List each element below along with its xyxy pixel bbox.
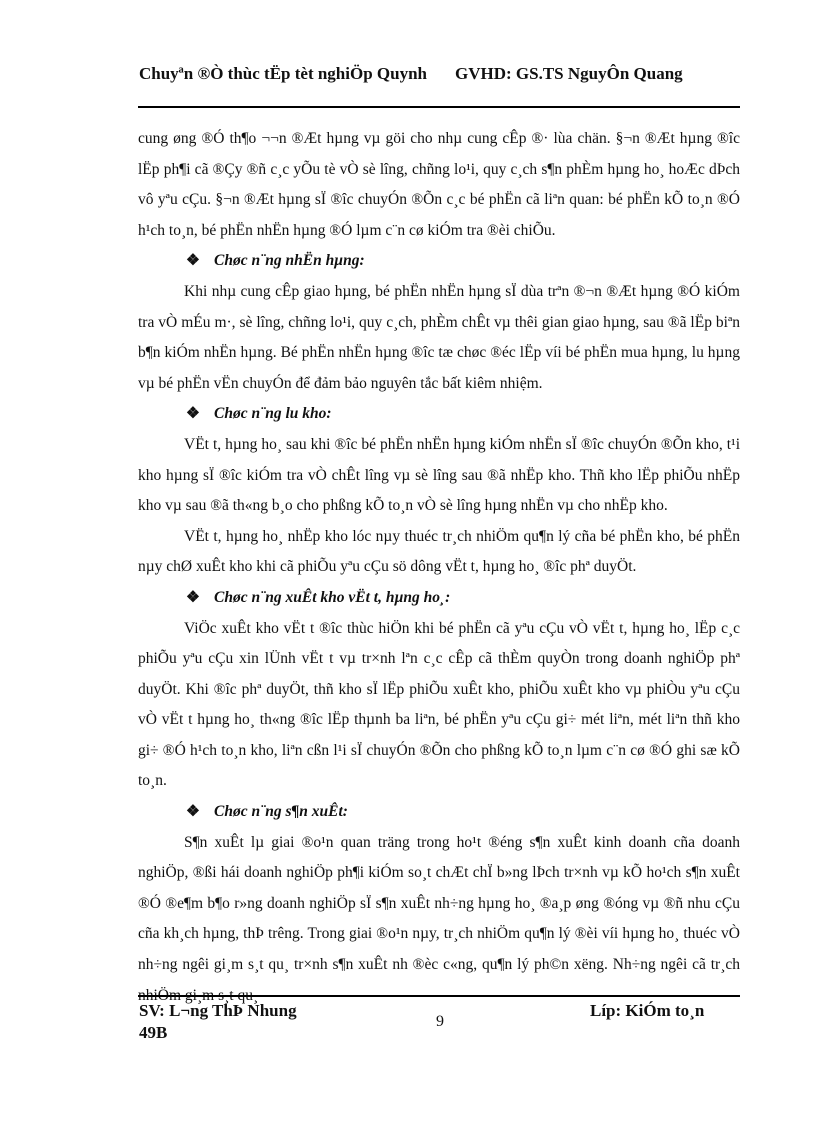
footer-class: Líp: KiÓm to¸n bbox=[590, 1001, 705, 1020]
paragraph: ViÖc xuÊt kho vËt t ®îc thùc hiÖn khi bé phËn cã yªu cÇu vÒ vËt t, hµng ho¸ lËp c¸c phiÕu yªu cÇu xin lÜnh vËt t vµ tr×nh lªn c¸c cÊp cã thÈm quyÒn trong doanh nghiÖp phª duyÖt. Khi ®îc phª duyÖt, thñ kho sÏ lËp phiÕu xuÊt kho, phiÕu xuÊt kho vµ phiÒu yªu cÇu vÒ vËt t hµng ho¸ th«ng ®îc lËp thµnh ba liªn, bé phËn yªu cÇu gi÷ mét liªn, mét liªn thñ kho gi÷ ®Ó h¹ch to¸n kho, liªn cßn l¹i sÏ chuyÓn ®Õn cho phßng kÕ to¸n lµm c¨n cø ®Ó ghi sæ kÕ to¸n. bbox=[138, 619, 740, 790]
diamond-bullet-icon: ❖ bbox=[186, 252, 200, 270]
diamond-bullet-icon: ❖ bbox=[186, 405, 200, 423]
diamond-bullet-icon: ❖ bbox=[186, 588, 200, 606]
section-heading bbox=[138, 797, 740, 828]
heading-text: Chøc n¨ng lu kho: bbox=[214, 405, 332, 423]
paragraph: S¶n xuÊt lµ giai ®o¹n quan träng trong ho¹t ®éng s¶n xuÊt kinh doanh cña doanh nghiÖp, ®ßi hái doanh nghiÖp ph¶i kiÓm so¸t chÆt chÏ b»ng lÞch tr×nh vµ kÕ ho¹ch s¶n xuÊt ®Ó ®e¶m b¶o r»ng doanh nghiÖp sÏ s¶n xuÊt nh÷ng hµng ho¸ ®a¸p øng ®óng vµ ®ñ nhu cÇu cña kh¸ch hµng, thÞ trêng. Trong giai ®o¹n nµy, tr¸ch nhiÖm qu¶n lý ®èi víi hµng ho¸ thuéc vÒ nh÷ng ngêi gi¸m s¸t qu¸ tr×nh s¶n xuÊt nh ®èc c«ng, qu¶n lý ph©n xëng. Nh÷ng ngêi cã tr¸ch nhiÖm gi¸m s¸t qu¸ bbox=[138, 833, 740, 1004]
footer-divider bbox=[138, 995, 740, 997]
page-number: 9 bbox=[436, 1013, 444, 1030]
header-divider bbox=[138, 106, 740, 108]
header-doc-title: Chuyªn ®Ò thùc tËp tèt nghiÖp Quynh bbox=[139, 64, 427, 83]
heading-text: Chøc n¨ng nhËn hµng: bbox=[214, 252, 365, 270]
paragraph: VËt t, hµng ho¸ sau khi ®îc bé phËn nhËn hµng kiÓm nhËn sÏ ®îc chuyÓn ®Õn kho, t¹i kho hµng sÏ ®îc kiÓm tra vÒ chÊt lîng vµ sè lîng sau ®ã nhËp kho. Thñ kho lËp phiÕu nhËp kho vµ sau ®ã th«ng b¸o cho phßng kÕ to¸n vÒ sè lîng hµng nhËn vµ cho nhËp kho. bbox=[138, 435, 740, 515]
paragraph: Khi nhµ cung cÊp giao hµng, bé phËn nhËn hµng sÏ dùa trªn ®¬n ®Æt hµng ®Ó kiÓm tra vÒ mÉu m·, sè lîng, chñng lo¹i, quy c¸ch, phÈm chÊt vµ thêi gian giao hµng, sau ®ã lËp biªn b¶n kiÓm nhËn hµng. Bé phËn nhËn hµng ®îc tæ chøc ®éc lËp víi bé phËn mua hµng, lu hµng vµ bé phËn vËn chuyÓn để đảm bảo nguyên tắc bất kiêm nhiệm. bbox=[138, 282, 740, 392]
section-heading bbox=[138, 246, 740, 277]
diamond-bullet-icon: ❖ bbox=[186, 803, 200, 821]
header-supervisor: GVHD: GS.TS NguyÔn Quang bbox=[455, 64, 683, 83]
body-content bbox=[138, 124, 740, 1011]
paragraph: cung øng ®Ó th¶o ¬¬n ®Æt hµng vµ göi cho nhµ cung cÊp ®· lùa chän. §¬n ®Æt hµng ®îc lËp ph¶i cã ®Çy ®ñ c¸c yÕu tè vÒ sè lîng, chñng lo¹i, quy c¸ch s¶n phÈm hµng ho¸ hoÆc dÞch vô yªu cÇu. §¬n ®Æt hµng sÏ ®îc chuyÓn ®Õn c¸c bé phËn cã liªn quan: bé phËn kÕ to¸n ®Ó h¹ch to¸n, bé phËn nhËn hµng ®Ó lµm c¨n cø kiÓm tra ®èi chiÕu. bbox=[138, 130, 740, 239]
footer-student: SV: L¬ng ThÞ Nhung 49B bbox=[139, 1001, 297, 1042]
paragraph: VËt t, hµng ho¸ nhËp kho lóc nµy thuéc tr¸ch nhiÖm qu¶n lý cña bé phËn kho, bé phËn nµy chØ xuÊt kho khi cã phiÕu yªu cÇu sö dông vËt t, hµng ho¸ ®îc phª duyÖt. bbox=[138, 527, 740, 576]
section-heading bbox=[138, 399, 740, 430]
section-heading bbox=[138, 583, 740, 614]
heading-text: Chøc n¨ng s¶n xuÊt: bbox=[214, 803, 348, 821]
heading-text: Chøc n¨ng xuÊt kho vËt t, hµng ho¸: bbox=[214, 588, 451, 606]
